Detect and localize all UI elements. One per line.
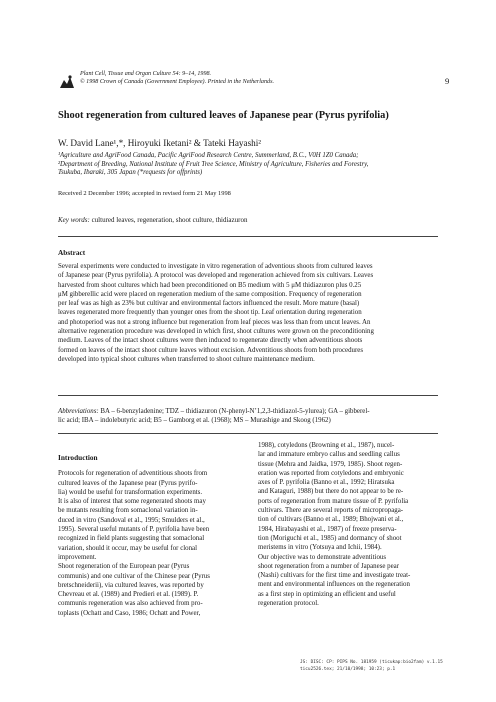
abstract-line: medium. Leaves of the intact shoot cultures were then induced to regenerate directly when adventitious shoots [58,337,363,345]
body-line: toplasts (Ochatt and Caso, 1986; Ochatt and Power, [58,609,201,617]
body-line: ment and environmental influences on the regeneration [258,581,410,589]
body-line: Protocols for regeneration of adventitious shoots from [58,470,208,478]
body-line: 1988), cotyledons (Browning et al., 1987), nucel- [258,442,395,449]
body-line: cultivars. There are several reports of micropropaga- [258,507,404,515]
body-line: variation, should it occur, may be useful for clonal [58,544,198,552]
divider-bottom [58,433,438,434]
abstract-heading: Abstract [58,248,86,257]
body-line: tion (Moriguchi et al., 1985) and dormancy of shoot [258,534,402,542]
publisher-logo-icon [58,74,76,90]
abstract-line: leaves regenerated more frequently than younger ones from the shoot tip. Leaf orientation during regeneration [58,309,362,317]
body-line: bretschneiderii), via cultured leaves, was reported by [58,581,204,589]
body-line: It is also of interest that some regenerated shoots may [58,498,206,506]
body-line: cultured leaves of the Japanese pear (Pyrus pyrifo- [58,479,198,487]
body-line: tion of cultivars (Banno et al., 1989; Bhojwani et al., [258,516,404,524]
journal-line-1: Plant Cell, Tissue and Organ Culture 54: 9–14, 1998. [80,71,212,77]
body-line: recognized in field plants suggesting that somaclonal [58,535,205,543]
body-line: lar and immature embryo callus and seedling callus [258,451,400,459]
footer-line-2: ticu2526.tex; 21/10/1998; 10:23; p.1 [300,666,396,672]
abbreviations [58,407,438,426]
body-line: as a first step in optimizing an efficient and useful [258,590,396,598]
abbreviations-line-1: BA – 6-benzyladenine; TDZ – thidiazuron (N-phenyl-N’1,2,3-thidiazol-5-ylurea); GA – gibberel- [98,408,370,415]
introduction-heading: Introduction [58,453,98,462]
abstract-line: harvested from shoot cultures which had been preconditioned on B5 medium with 5 μM thidiazuron plus 0.25 [58,281,362,289]
author-list: W. David Lane¹,*, Hiroyuki Iketani² & Tateki Hayashi² [58,138,262,148]
left-column [58,460,243,618]
abstract-line: and photoperiod was not a strong influence but regeneration from leaf pieces was less than from uncut leaves. An [58,318,371,326]
abstract-line: alternative regeneration procedure was developed in which first, shoot cultures were grown on the preconditioning [58,328,374,336]
abstract-line: per leaf was as high as 23% but cultivar and environmental factors influenced the result. More mature (basal) [58,300,360,308]
abstract-line: Several experiments were conducted to investigate in vitro regeneration of adventious shoots from cultured leaves [58,263,373,270]
body-line: regeneration protocol. [258,600,319,608]
keywords-label: Key words: [58,216,90,224]
body-line: Our objective was to demonstrate adventitious [258,553,387,561]
page-number: 9 [445,76,450,86]
abstract-line: formed on leaves of the intact shoot culture leaves without excision. Adventitious shoots from both procedures [58,346,364,354]
footer-line-1: JS: DISC: CP: PIPS No. 181959 (ticukap:bio2fam) v.1.15 [300,660,443,665]
body-line: 1995). Several useful mutants of P. pyrifolia have been [58,526,210,534]
body-line: shoot regeneration from a number of Japanese pear [258,562,400,570]
journal-line-2: © 1998 Crown of Canada (Government Employee). Printed in the Netherlands. [80,79,274,86]
abstract-line: μM gibberellic acid were placed on regeneration medium of the same composition. Frequency of regeneration [58,290,362,298]
abstract-line: of Japanese pear (Pyrus pyrifolia). A protocol was developed and regeneration achieved from six cultivars. Leaves [58,272,374,280]
body-line: Shoot regeneration of the European pear (Pyrus [58,563,190,571]
body-line: tissue (Mehra and Jaidka, 1979, 1985). Shoot regen- [258,460,403,468]
body-line: eration was reported from cotyledons and embryonic [258,469,404,477]
keywords [58,216,247,224]
affiliation-2: ²Department of Breeding, National Institute of Fruit Tree Science, Ministry of Agriculture, Fisheries and Forestry, [58,160,369,168]
affiliations [58,152,443,178]
body-line: communis regeneration was also achieved from pro- [58,600,203,608]
body-line: be mutants resulting from somaclonal variation in- [58,507,198,515]
abstract-body [58,262,438,364]
body-line: lia) would be useful for transformation experiments. [58,488,203,496]
body-line: meristems in vitro (Yotsuya and Ichii, 1984). [258,544,382,552]
journal-citation [80,70,400,87]
affiliation-1: ¹Agriculture and AgriFood Canada, Pacific AgriFood Research Centre, Summerland, B.C., V0H 1Z0 Canada; [58,152,359,159]
body-line: 1984, Hirabayashi et al., 1987) of freeze preserva- [258,525,397,533]
affiliation-3: Tsukuba, Ibaraki, 305 Japan (*requests for offprints) [58,169,203,177]
typesetting-footer [300,660,443,674]
body-line: communis) and one cultivar of the Chinese pear (Pyrus [58,572,210,580]
body-line: Chevreau et al. (1989) and Predieri et al. (1989). P. [58,591,199,599]
body-line [58,460,243,469]
keywords-text: cultured leaves, regeneration, shoot culture, thidiazuron [89,216,248,224]
body-line: duced in vitro (Sandoval et al., 1995; Smulders et al., [58,516,205,524]
body-line: axes of P. pyrifolia (Banno et al., 1992; Hiratsuka [258,479,395,487]
right-column [258,441,443,608]
abbreviations-label: Abbreviations: [58,408,99,415]
abstract-line: developed into typical shoot cultures when transferred to shoot culture maintenance medium. [58,355,315,363]
body-line: ports of regeneration from mature tissue of P. pyrifolia [258,497,409,505]
received-dates: Received 2 December 1996; accepted in revised form 21 May 1998 [58,190,231,197]
divider-top [58,236,438,237]
body-line: and Kataguri, 1988) but there do not appear to be re- [258,488,404,496]
divider-abstract-top [58,395,438,396]
body-line: (Nashi) cultivars for the first time and investigate treat- [258,572,411,580]
body-line: improvement. [58,553,97,561]
article-title: Shoot regeneration from cultured leaves of Japanese pear (Pyrus pyrifolia) [58,110,389,121]
abbreviations-line-2: lic acid; IBA – indolebutyric acid; B5 – Gamborg et al. (1968); MS – Murashige and Skoog (1962) [58,417,331,425]
